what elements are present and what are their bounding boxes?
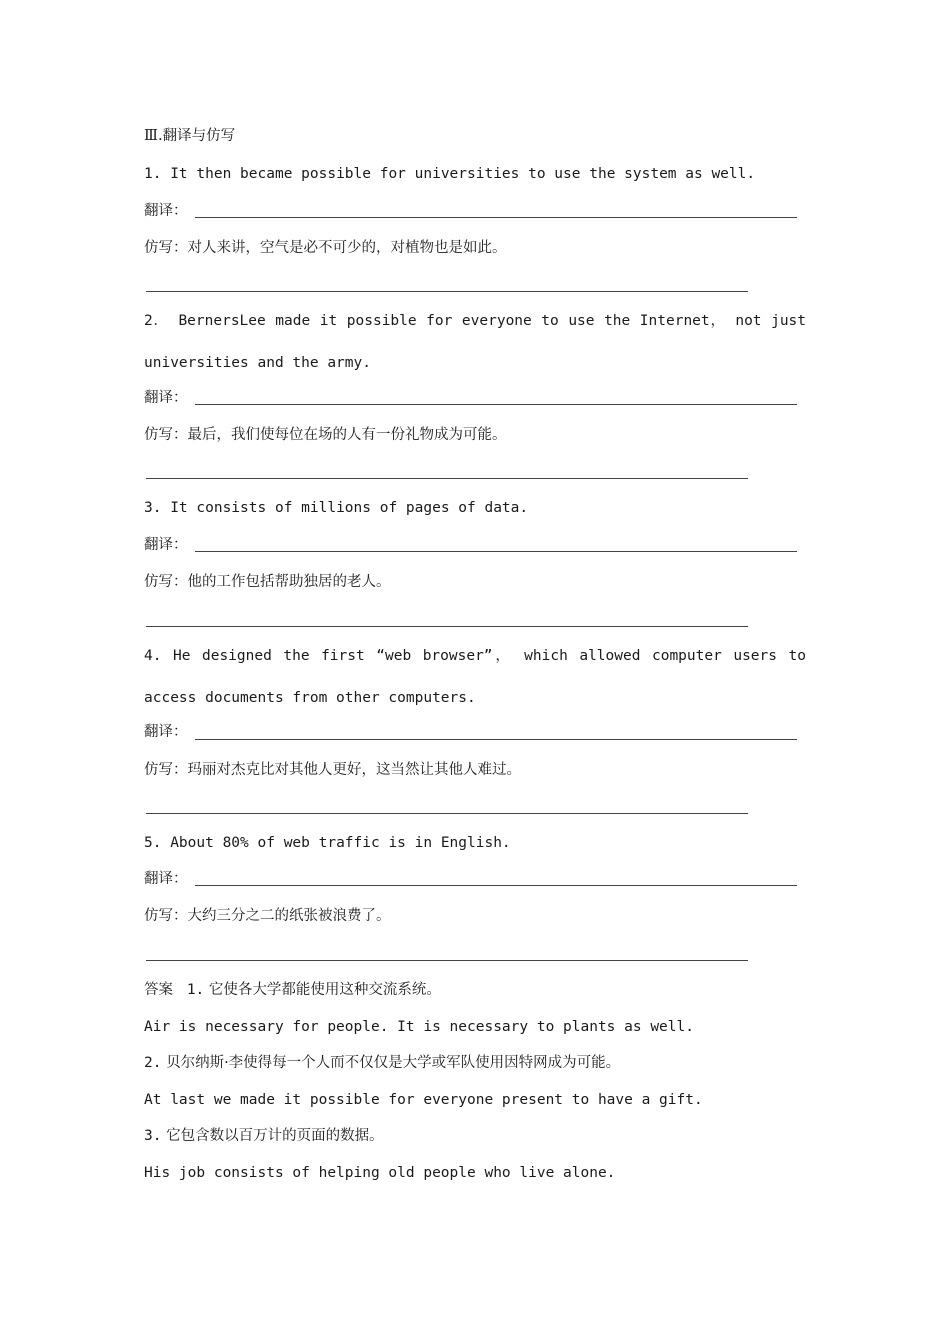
item-4-number: 4. — [144, 648, 162, 664]
item-3-imitate-text: 他的工作包括帮助独居的老人。 — [187, 574, 391, 590]
item-3-imitate-blank[interactable] — [146, 626, 748, 627]
item-3-sentence: It consists of millions of pages of data. — [170, 500, 529, 516]
item-5-imitate-label: 仿写： — [144, 908, 188, 924]
item-1-number: 1. — [144, 166, 162, 182]
item-1-imitate-blank[interactable] — [146, 291, 748, 292]
answer-2-english: At last we made it possible for everyone present to have a gift. — [144, 1092, 703, 1108]
item-2-translate-label: 翻译： — [144, 390, 188, 406]
item-1-imitate-label: 仿写： — [144, 240, 188, 256]
answer-1-english: Air is necessary for people. It is necessary to plants as well. — [144, 1019, 694, 1035]
section-title: Ⅲ.翻译与仿写 — [144, 128, 236, 144]
item-4-imitate-text: 玛丽对杰克比对其他人更好，这当然让其他人难过。 — [187, 762, 521, 778]
item-2-number: 2． — [144, 313, 169, 329]
item-1-sentence: It then became possible for universities to use the system as well. — [170, 166, 756, 182]
item-2-imitate-text: 最后，我们使每位在场的人有一份礼物成为可能。 — [187, 427, 507, 443]
item-2-translate-blank[interactable] — [195, 404, 797, 405]
answer-label: 答案 — [144, 982, 173, 998]
item-4-translate-label: 翻译： — [144, 724, 188, 740]
item-2-sentence: BernersLee made it possible for everyone to use the Internet， not just — [178, 313, 807, 329]
answer-2-chinese — [144, 1053, 620, 1073]
item-2-imitate-label: 仿写： — [144, 427, 188, 443]
item-5-translate-label: 翻译： — [144, 871, 188, 887]
answer-3-number: 3. — [144, 1128, 162, 1144]
item-4-imitate-blank[interactable] — [146, 813, 748, 814]
item-2-imitate — [144, 425, 507, 445]
answer-3-chinese-text: 它包含数以百万计的页面的数据。 — [166, 1128, 384, 1144]
item-1-english — [144, 164, 755, 184]
item-5-number: 5. — [144, 835, 162, 851]
item-2-imitate-blank[interactable] — [146, 478, 748, 479]
answer-1-number: 1. — [186, 982, 205, 998]
item-5-sentence: About 80% of web traffic is in English. — [170, 835, 511, 851]
item-3-imitate — [144, 572, 391, 592]
item-4-translate-blank[interactable] — [195, 739, 797, 740]
item-5-translate-blank[interactable] — [195, 885, 797, 886]
item-1-imitate — [144, 238, 507, 258]
item-3-translate-blank[interactable] — [195, 551, 797, 552]
item-5-imitate — [144, 906, 391, 926]
answer-1-chinese — [144, 980, 441, 1000]
answer-3-english: His job consists of helping old people who live alone. — [144, 1165, 616, 1181]
item-4-sentence: He designed the first “web browser”， which allowed computer users to — [173, 648, 806, 664]
answer-2-number: 2. — [144, 1055, 162, 1071]
answer-1-chinese-text: 它使各大学都能使用这种交流系统。 — [208, 982, 441, 998]
item-2-english — [144, 311, 806, 331]
item-2-english-line2: universities and the army. — [144, 355, 371, 371]
item-3-english — [144, 498, 528, 518]
item-1-imitate-text: 对人来讲，空气是必不可少的，对植物也是如此。 — [187, 240, 507, 256]
item-5-imitate-blank[interactable] — [146, 960, 748, 961]
item-5-imitate-text: 大约三分之二的纸张被浪费了。 — [187, 908, 391, 924]
item-3-number: 3. — [144, 500, 162, 516]
item-3-translate-label: 翻译： — [144, 537, 188, 553]
item-4-english-line2: access documents from other computers. — [144, 690, 476, 706]
answer-3-chinese — [144, 1126, 384, 1146]
item-5-english — [144, 833, 511, 853]
item-4-imitate — [144, 760, 521, 780]
item-4-english — [144, 646, 806, 666]
item-1-translate-label: 翻译： — [144, 203, 188, 219]
item-4-imitate-label: 仿写： — [144, 762, 188, 778]
answer-2-chinese-text: 贝尔纳斯·李使得每一个人而不仅仅是大学或军队使用因特网成为可能。 — [166, 1055, 621, 1071]
item-3-imitate-label: 仿写： — [144, 574, 188, 590]
item-1-translate-blank[interactable] — [195, 217, 797, 218]
